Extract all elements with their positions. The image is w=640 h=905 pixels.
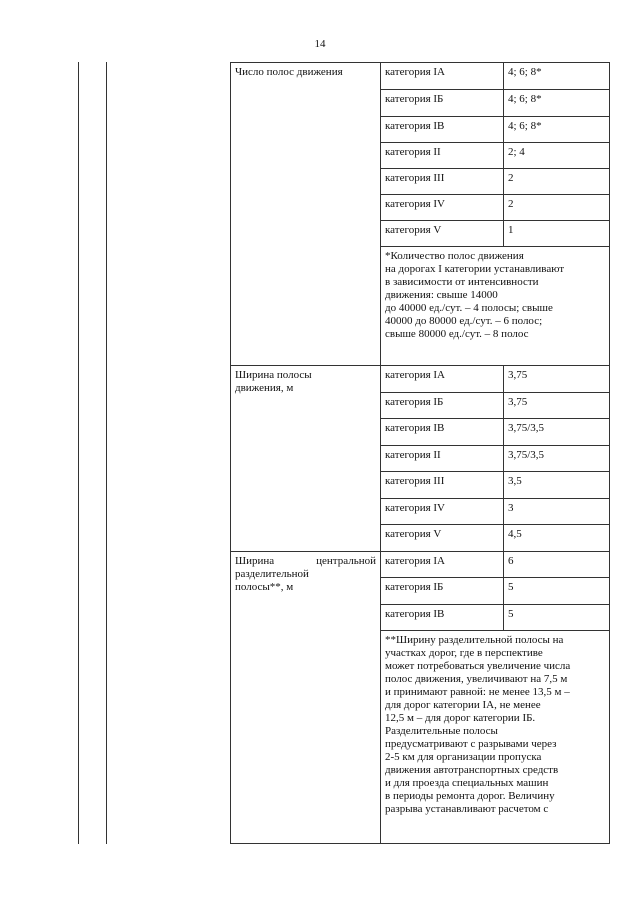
category-cell: категория V (381, 221, 504, 247)
value-cell: 5 (504, 578, 610, 605)
category-cell: категория IВ (381, 419, 504, 446)
note-line: движения автотранспортных средств (385, 764, 559, 776)
value-cell: 6 (504, 552, 610, 578)
value-cell: 2; 4 (504, 143, 610, 169)
footnote-median (381, 631, 610, 844)
note-line: 40000 до 80000 ед./сут. – 6 полос; (385, 315, 543, 327)
value-cell: 4; 6; 8* (504, 117, 610, 143)
note-line: в зависимости от интенсивности (385, 276, 539, 288)
category-cell: категория V (381, 525, 504, 552)
category-cell: категория IV (381, 499, 504, 525)
category-cell: категория IА (381, 366, 504, 393)
value-cell: 4; 6; 8* (504, 90, 610, 117)
value-cell: 2 (504, 169, 610, 195)
note-line: Разделительные полосы (385, 725, 498, 737)
note-line: в периоды ремонта дорог. Величину (385, 790, 555, 802)
category-cell: категория III (381, 472, 504, 499)
value-cell: 4,5 (504, 525, 610, 552)
parameter-label: Ширина центральной (235, 555, 376, 567)
value-cell: 3,75 (504, 366, 610, 393)
category-cell: категория IВ (381, 117, 504, 143)
parameter-cell (231, 63, 381, 366)
category-cell: категория II (381, 446, 504, 472)
note-line: **Ширину разделительной полосы на (385, 634, 564, 646)
note-line: и для проезда специальных машин (385, 777, 549, 789)
note-line: движения: свыше 14000 (385, 289, 498, 301)
note-line: 12,5 м – для дорог категории IБ. (385, 712, 536, 724)
note-line: на дорогах I категории устанавливают (385, 263, 565, 275)
footnote-lanes (381, 247, 610, 366)
value-cell: 3,75/3,5 (504, 446, 610, 472)
value-cell: 3 (504, 499, 610, 525)
margin-line-left (78, 62, 79, 844)
category-cell: категория IБ (381, 393, 504, 419)
note-line: полос движения, увеличивают на 7,5 м (385, 673, 568, 685)
note-line: *Количество полос движения (385, 250, 524, 262)
parameter-label: движения, м (235, 382, 294, 394)
value-cell: 3,5 (504, 472, 610, 499)
page-number: 14 (314, 38, 326, 50)
parameter-cell (231, 552, 381, 844)
value-cell: 5 (504, 605, 610, 631)
note-line: может потребоваться увеличение числа (385, 660, 571, 672)
category-cell: категория IА (381, 63, 504, 90)
parameter-label: полосы**, м (235, 581, 294, 593)
parameter-label: Число полос движения (235, 66, 343, 78)
note-line: и принимают равной: не менее 13,5 м – (385, 686, 570, 698)
value-cell: 4; 6; 8* (504, 63, 610, 90)
parameter-label: разделительной (235, 568, 309, 580)
category-cell: категория II (381, 143, 504, 169)
note-line: для дорог категории IА, не менее (385, 699, 541, 711)
note-line: разрыва устанавливают расчетом с (385, 803, 549, 815)
note-line: свыше 80000 ед./сут. – 8 полос (385, 328, 529, 340)
category-cell: категория IV (381, 195, 504, 221)
road-parameters-table (230, 62, 610, 844)
value-cell: 3,75 (504, 393, 610, 419)
note-line: до 40000 ед./сут. – 4 полосы; свыше (385, 302, 553, 314)
category-cell: категория IБ (381, 578, 504, 605)
category-cell: категория III (381, 169, 504, 195)
value-cell: 2 (504, 195, 610, 221)
parameter-label: Ширина полосы (235, 369, 312, 381)
category-cell: категория IВ (381, 605, 504, 631)
note-line: участках дорог, где в перспективе (385, 647, 543, 659)
note-line: 2-5 км для организации пропуска (385, 751, 542, 763)
margin-line-right (106, 62, 107, 844)
value-cell: 1 (504, 221, 610, 247)
note-line: предусматривают с разрывами через (385, 738, 557, 750)
category-cell: категория IБ (381, 90, 504, 117)
value-cell: 3,75/3,5 (504, 419, 610, 446)
parameter-cell (231, 366, 381, 552)
category-cell: категория IА (381, 552, 504, 578)
